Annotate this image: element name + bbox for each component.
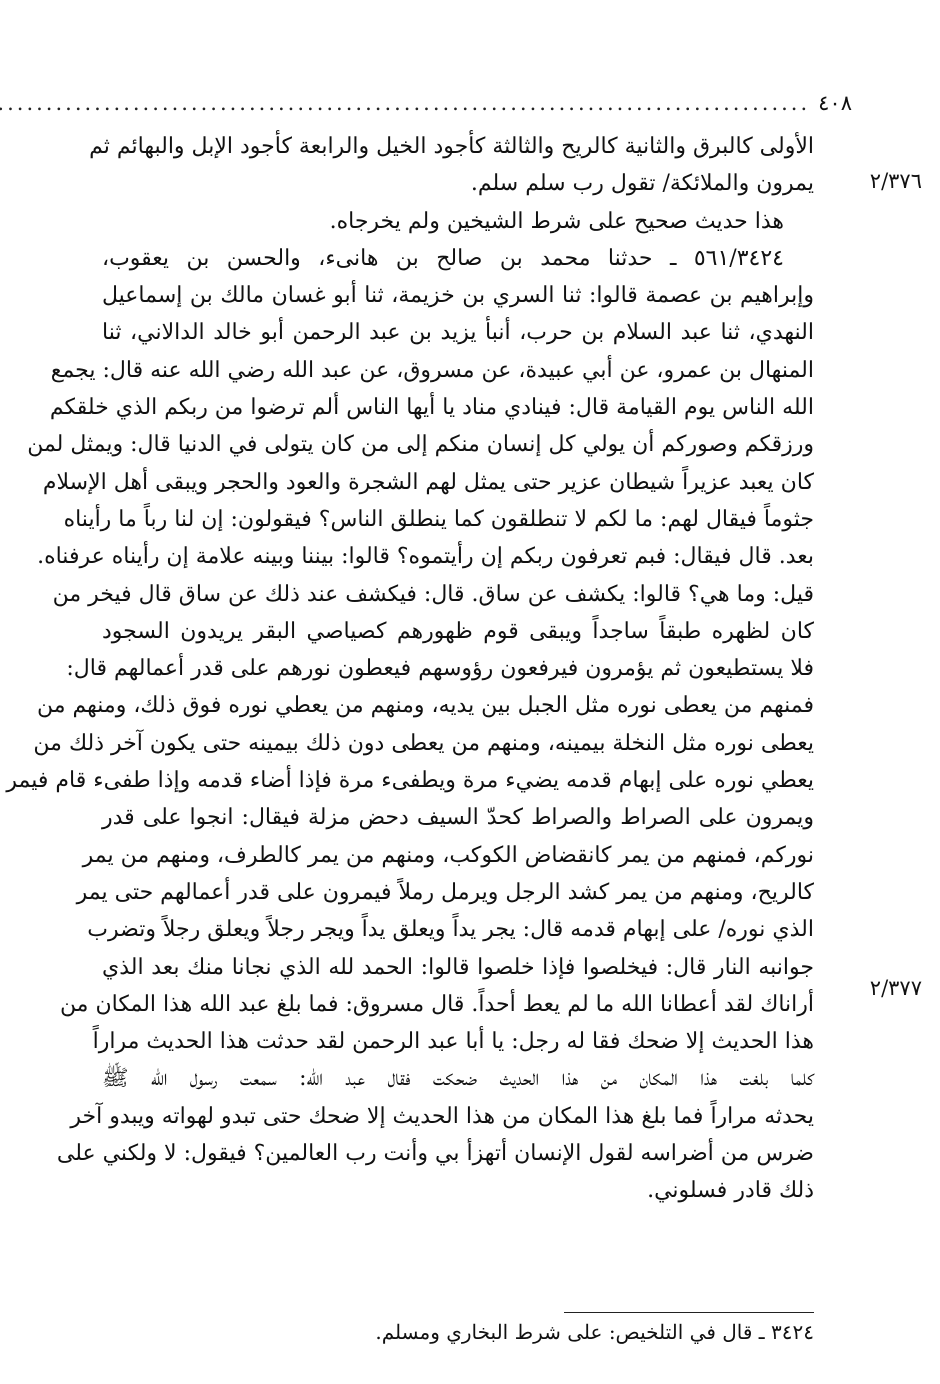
text-line: بعد. قال فيقال: فبم تعرفون ربكم إن رأيتموه؟ قالوا: بيننا وبينه علامة إن رأيناه عرفناه. <box>37 544 814 570</box>
text-line: يعطى نوره مثل النخلة بيمينه، ومنهم من يعطى دون ذلك بيمينه حتى يكون آخر ذلك من <box>33 730 814 756</box>
text-line: جثوماً فيقال لهم: ما لكم لا تنطلقون كما ينطلق الناس؟ فيقولون: إن لنا رباً ما رأيناه <box>63 506 814 532</box>
text-line: النهدي، ثنا عبد السلام بن حرب، أنبأ يزيد بن عبد الرحمن أبو خالد الدالاني، ثنا <box>102 320 814 346</box>
margin-volume-ref: ٢/٣٧٧ <box>869 976 922 1000</box>
text-line: يمرون والملائكة/ تقول رب سلم سلم. <box>470 171 814 197</box>
text-line: ورزقكم وصوركم أن يولي كل إنسان منكم إلى من كان يتولى في الدنيا قال: ويمثل لمن <box>27 432 814 458</box>
text-line: الله الناس يوم القيامة قال: فينادي مناد يا أيها الناس ألم ترضوا من ربكم الذي خلقكم <box>49 395 814 421</box>
header-dot-leader <box>0 91 810 115</box>
text-line: هذا الحديث إلا ضحك فقا له رجل: يا أبا عبد الرحمن لقد حدثت هذا الحديث مراراً <box>92 1029 814 1055</box>
text-line: قيل: وما هي؟ قالوا: يكشف عن ساق. قال: فيكشف عند ذلك عن ساق قال فيخر من <box>52 581 814 607</box>
page-number: ٤٠٨ <box>818 91 852 115</box>
text-line: أراناك لقد أعطانا الله ما لم يعط أحداً. قال مسروق: فما بلغ عبد الله هذا المكان من <box>59 991 814 1017</box>
text-line: هذا حديث صحيح على شرط الشيخين ولم يخرجاه. <box>329 208 784 234</box>
text-line: وإبراهيم بن عصمة قالوا: ثنا السري بن خزيمة، ثنا أبو غسان مالك بن إسماعيل <box>102 283 814 309</box>
text-line: ضرس من أضراسه لقول الإنسان أتهزأ بي وأنت رب العالمين؟ فيقول: لا ولكني على <box>56 1141 814 1167</box>
text-line: فمنهم من يعطى نوره مثل الجبل بين يديه، ومنهم من يعطي نوره فوق ذلك، ومنهم من <box>36 693 814 719</box>
footnote-separator <box>564 1312 814 1313</box>
hadith-number-line: ٥٦١/٣٤٢٤ ـ حدثنا محمد بن صالح بن هانىء، والحسن بن يعقوب، <box>102 245 784 271</box>
text-line: يعطي نوره على إبهام قدمه يضيء مرة ويطفىء مرة فإذا أضاء قدمه وإذا طفىء قام فيمر <box>6 768 814 794</box>
text-line: فلا يستطيعون ثم يؤمرون فيرفعون رؤوسهم فيعطون نورهم على قدر أعمالهم قال: <box>66 656 814 682</box>
text-line: ويمرون على الصراط والصراط كحدّ السيف دحض مزلة فيقال: انجوا على قدر <box>102 805 814 831</box>
text-line: يحدثه مراراً فما بلغ هذا المكان من هذا الحديث إلا ضحك حتى تبدو لهواته ويبدو آخر <box>70 1103 814 1129</box>
text-line: جوانبه النار قال: فيخلصوا فإذا خلصوا قالوا: الحمد لله الذي نجانا منك بعد الذي <box>102 954 814 980</box>
text-line: المنهال بن عمرو، عن أبي عبيدة، عن مسروق، عن عبد الله رضي الله عنه قال: يجمع <box>50 357 814 383</box>
text-line: كلما بلغت هذا المكان من هذا الحديث ضحكت فقال عبد الله: سمعت رسول الله ﷺ <box>102 1066 814 1092</box>
text-line: ذلك قادر فسلوني. <box>647 1178 814 1204</box>
running-header <box>92 86 852 120</box>
main-text <box>6 128 814 1210</box>
text-line: كالريح، ومنهم من يمر كشد الرجل ويرمل رملاً فيمرون على قدر أعمالهم حتى يمر <box>76 879 814 905</box>
text-line: الأولى كالبرق والثانية كالريح والثالثة كأجود الخيل والرابعة كأجود الإبل والبهائم ثم <box>89 134 814 159</box>
text-line: كان لظهره طبقاً ساجداً ويبقى قوم ظهورهم كصياصي البقر يريدون السجود <box>102 618 814 644</box>
text-line: كان يعبد عزيراً شيطان عزير حتى يمثل لهم الشجرة والعود والحجر ويبقى أهل الإسلام <box>42 469 814 495</box>
margin-volume-ref: ٢/٣٧٦ <box>869 169 922 193</box>
footnote: ٣٤٢٤ ـ قال في التلخيص: على شرط البخاري ومسلم. <box>375 1320 814 1344</box>
text-line: الذي نوره/ على إبهام قدمه قال: يجر يداً ويعلق يداً ويجر رجلاً ويعلق رجلاً وتضرب <box>87 917 814 943</box>
text-line: نوركم، فمنهم من يمر كانقضاض الكوكب، ومنهم من يمر كالطرف، ومنهم من يمر <box>82 842 814 868</box>
